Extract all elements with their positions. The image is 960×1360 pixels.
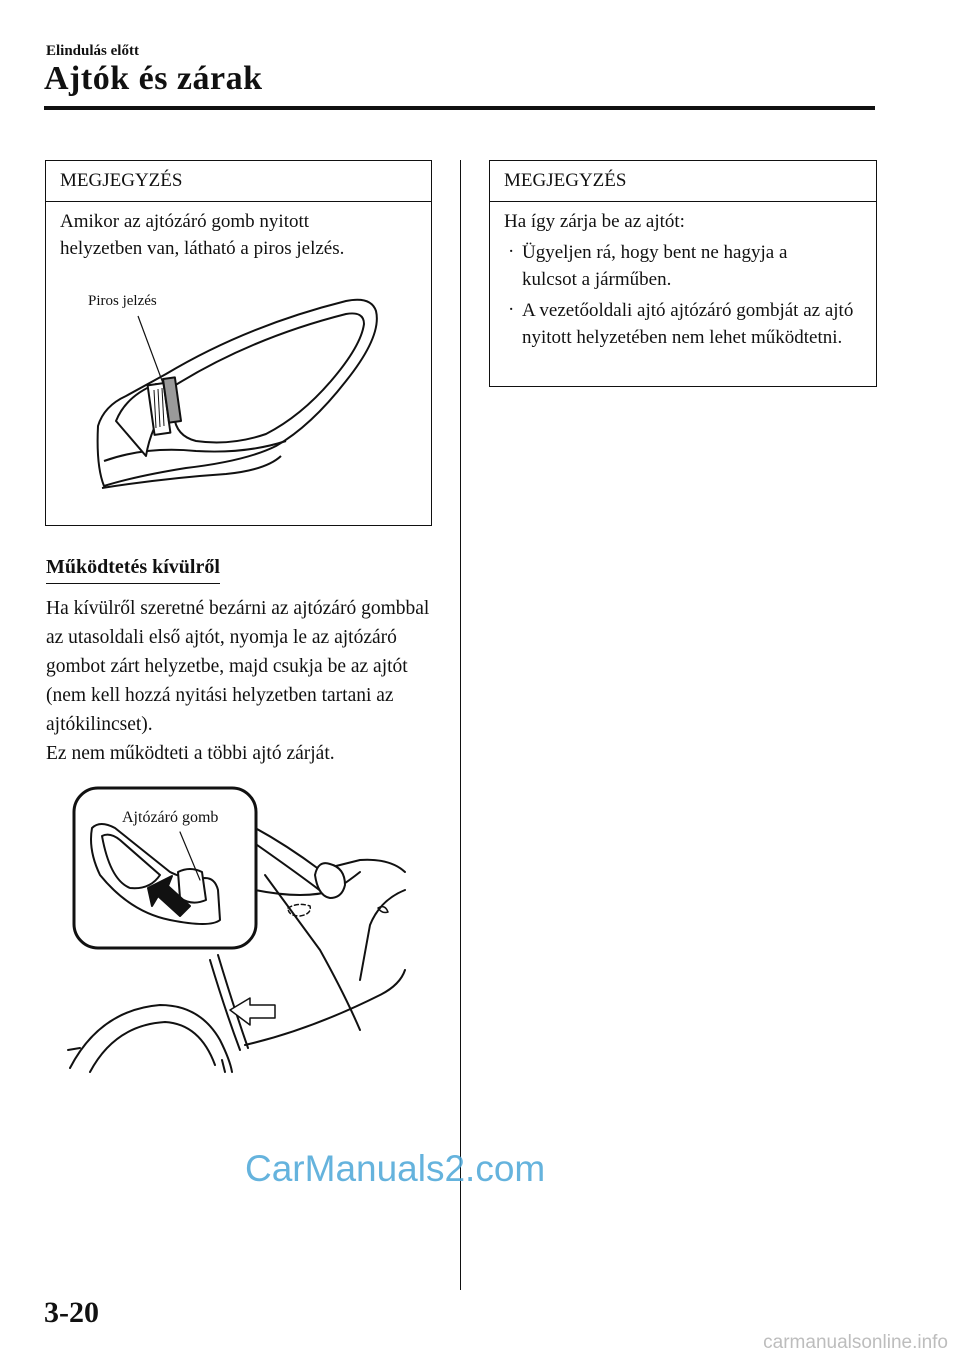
page-title: Ajtók és zárak	[44, 60, 263, 97]
note-heading: MEGJEGYZÉS	[46, 161, 431, 202]
footer-site-watermark: carmanualsonline.info	[763, 1332, 948, 1353]
note-heading: MEGJEGYZÉS	[490, 161, 876, 202]
watermark: CarManuals2.com	[245, 1148, 546, 1189]
section-paragraph	[46, 594, 446, 768]
title-rule	[44, 106, 875, 110]
note-text: Amikor az ajtózáró gomb nyitott helyzetben van, látható a piros jelzés.	[60, 211, 345, 259]
note-box-door-lock-indicator	[45, 160, 432, 526]
section-heading: Működtetés kívülről	[46, 556, 220, 584]
note-body	[490, 202, 876, 351]
note-box-locking-warning	[489, 160, 877, 387]
paragraph-note: Ez nem működteti a többi ajtó zárját.	[46, 743, 335, 764]
section-label: Elindulás előtt	[46, 43, 139, 59]
note-bullet: · Ügyeljen rá, hogy bent ne hagyja a kulcsot a járműben.	[504, 239, 842, 293]
figure-label-door-lock-knob: Ajtózáró gomb	[122, 809, 219, 826]
door-lock-knob-illustration	[60, 780, 420, 1075]
column-divider	[460, 160, 461, 1290]
figure-label-red-indicator: Piros jelzés	[88, 293, 157, 309]
paragraph-main: Ha kívülről szeretné bezárni az ajtózáró gombbal az utasoldali első ajtót, nyomja le az ajtózáró gombot zárt helyzetbe, majd csukja be az ajtót (nem kell hozzá nyitási helyzetben tartani az ajtókilincset).	[46, 598, 430, 735]
note-bullet: · A vezetőoldali ajtó ajtózáró gombját az ajtó nyitott helyzetében nem lehet működtetni.	[504, 297, 857, 351]
page-number: 3-20	[44, 1296, 99, 1329]
note-intro: Ha így zárja be az ajtót:	[504, 211, 685, 232]
